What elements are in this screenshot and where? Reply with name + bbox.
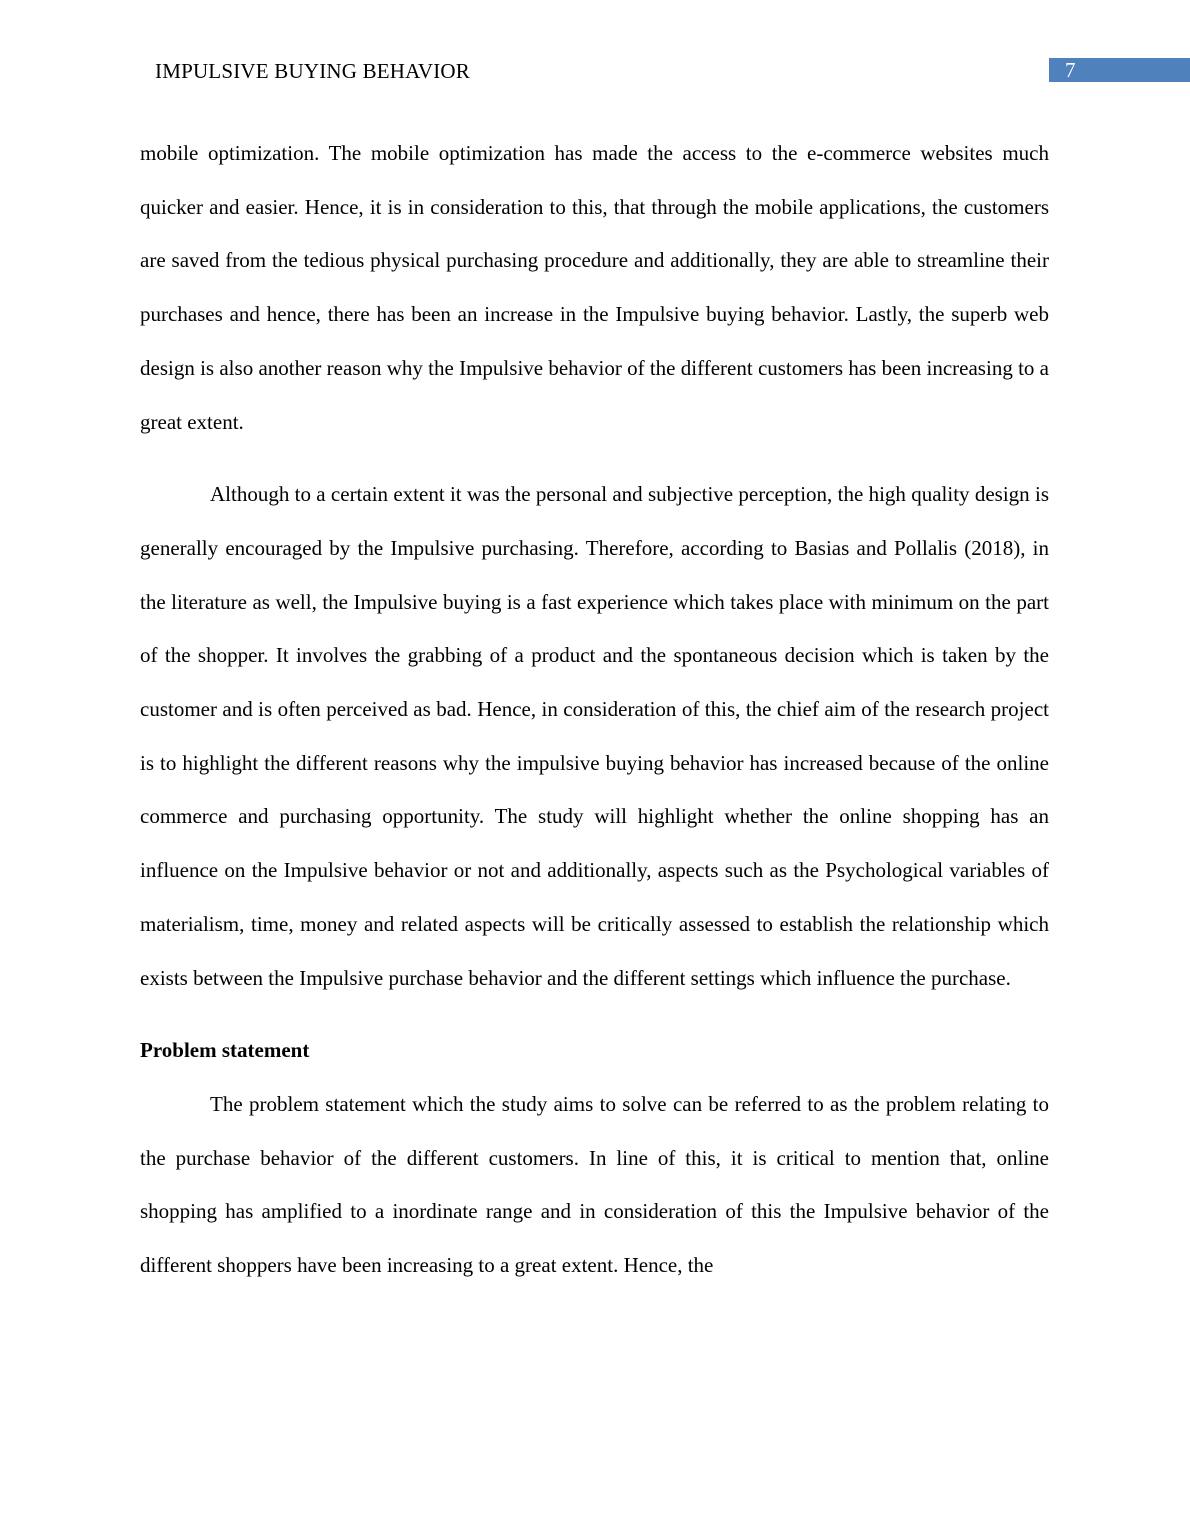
paragraph-literature: Although to a certain extent it was the personal and subjective perception, the high quality design is generally encouraged by the Impulsive purchasing. Therefore, according to Basias and Pollalis (2018), in the literature as well, the Impulsive buying is a fast experience which takes place with minimum on the part of the shopper. It involves the grabbing of a product and the spontaneous decision which is taken by the customer and is often perceived as bad. Hence, in consideration of this, the chief aim of the research project is to highlight the different reasons why the impulsive buying behavior has increased because of the online commerce and purchasing opportunity. The study will highlight whether the online shopping has an influence on the Impulsive behavior or not and additionally, aspects such as the Psychological variables of materialism, time, money and related aspects will be critically assessed to establish the relationship which exists between the Impulsive purchase behavior and the different settings which influence the purchase.	[140, 482, 1049, 990]
section-heading: Problem statement	[140, 1038, 310, 1063]
document-body	[140, 127, 1049, 1293]
page-number-bar	[1049, 58, 1190, 82]
paragraph-spacer	[140, 449, 1049, 468]
page-number: 7	[1065, 58, 1076, 82]
running-head: IMPULSIVE BUYING BEHAVIOR	[155, 59, 470, 83]
paragraph-spacer	[140, 1005, 1049, 1024]
paragraph-continuation: mobile optimization. The mobile optimization has made the access to the e-commerce websites much quicker and easier. Hence, it is in consideration to this, that through the mobile applications, the customers are saved from the tedious physical purchasing procedure and additionally, they are able to streamline their purchases and hence, there has been an increase in the Impulsive buying behavior. Lastly, the superb web design is also another reason why the Impulsive behavior of the different customers has been increasing to a great extent.	[140, 141, 1049, 434]
paragraph-problem-statement: The problem statement which the study aims to solve can be referred to as the problem relating to the purchase behavior of the different customers. In line of this, it is critical to mention that, online shopping has amplified to a inordinate range and in consideration of this the Impulsive behavior of the different shoppers have been increasing to a great extent. Hence, the	[140, 1091, 1049, 1278]
